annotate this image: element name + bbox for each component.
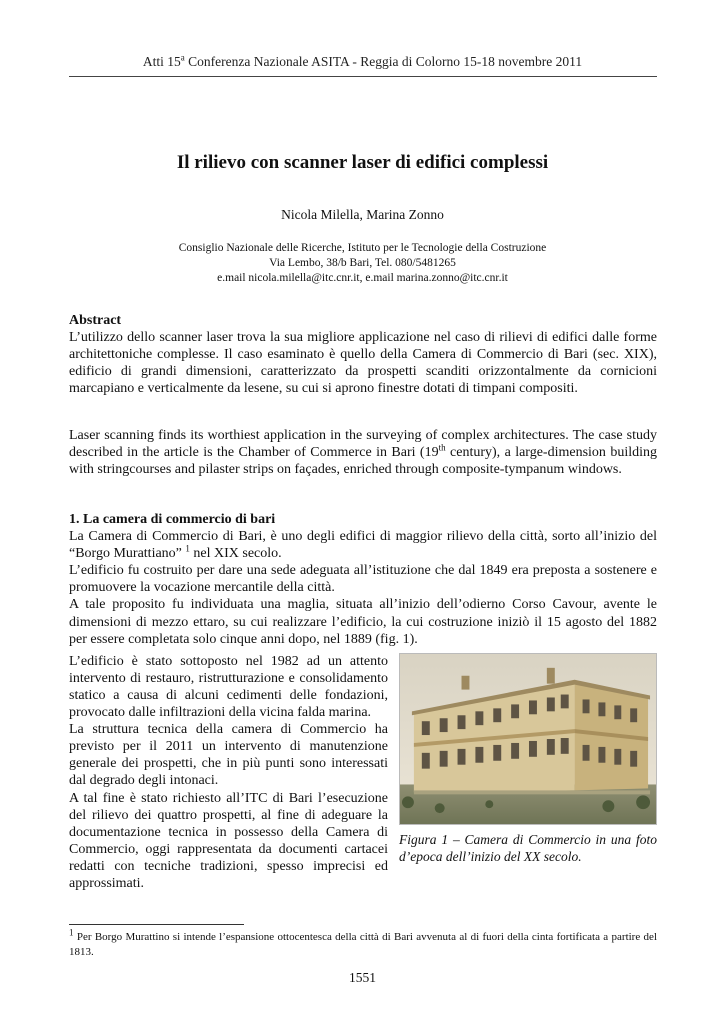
- footnote-rule: [69, 924, 244, 925]
- section-heading: 1. La camera di commercio di bari: [69, 512, 276, 527]
- header-superscript: a: [180, 52, 185, 63]
- abstract-italian-paragraph: L’utilizzo dello scanner laser trova la sua migliore applicazione nel caso di rilievi di edifici dalle forme architettoniche complesse. Il caso esaminato è quello della Camera di Commercio di Bari (sec. XIX), edificio di grandi dimensioni, caratterizzato da prospetti scanditi orizzontalmente da cornicioni marcapiano e verticalmente da lesene, su cui si aprono finestre dotati di timpani compositi.: [69, 330, 657, 397]
- section-paragraph-3: A tale proposito fu individuata una maglia, situata all’inizio dell’odierno Corso Cavour, avente le dimensioni di mezzo ettaro, su cui realizzare l’edificio, la cui costruzione iniziò il 15 agosto del 1882 per essere completata solo cinque anni dopo, nel 1889 (fig. 1).: [69, 597, 657, 647]
- building-photo: [399, 653, 657, 825]
- p1-part-b: nel XIX secolo.: [189, 546, 282, 562]
- abstract-en-part-a: Laser scanning finds its worthiest application in the surveying of complex architectures. The case study described in the article is the Chamber of Commerce in Bari (19: [69, 428, 657, 461]
- section-paragraph-2: L’edificio fu costruito per dare una sede adeguata all’istituzione che dal 1849 era preposta a sostenere e promuovere la vocazione mercantile della città.: [69, 563, 657, 596]
- section-paragraph-4: L’edificio è stato sottoposto nel 1982 ad un attento intervento di restauro, ristrutturazione e consolidamento statico a causa di alcuni cedimenti delle fondazioni, provocato dalle infiltrazioni della vicina falda marina.: [69, 653, 388, 721]
- authors: Nicola Milella, Marina Zonno: [281, 207, 444, 222]
- section-paragraph-6: A tal fine è stato richiesto all’ITC di Bari l’esecuzione del rilievo dei quattro prospetti, al fine di adeguare la documentazione tecnica in possesso della Camera di Commercio, oggi rappresentata da documenti cartacei redatti con tecniche tradizioni, spesso imprecisi ed approssimati.: [69, 790, 388, 891]
- abstract-en-superscript: th: [438, 442, 446, 453]
- figure-1: [399, 653, 657, 865]
- abstract-heading: Abstract: [69, 313, 122, 328]
- section-paragraph-1: [69, 528, 657, 562]
- footnote-ref[interactable]: 1: [185, 543, 190, 554]
- header-prefix: Atti 15: [142, 54, 181, 69]
- footnote-marker: 1: [69, 927, 74, 938]
- abstract-english-paragraph: [69, 427, 657, 478]
- affiliation-line-1: Consiglio Nazionale delle Ricerche, Istituto per le Tecnologie della Costruzione: [178, 242, 547, 254]
- footnote: [69, 927, 657, 960]
- page-number: 1551: [349, 970, 376, 985]
- abstract-it: [69, 312, 657, 397]
- header-rule: [69, 76, 657, 77]
- p1-part-a: La Camera di Commercio di Bari, è uno degli edifici di maggior rilievo della città, sorto all’inizio del “Borgo Murattiano”: [69, 529, 657, 562]
- header-rest: Conferenza Nazionale ASITA - Reggia di Colorno 15-18 novembre 2011: [184, 54, 583, 69]
- affiliation: [69, 241, 656, 286]
- abstract-en-part-b: century), a large-dimension building with stringcourses and pilaster strips on façades, enriched through composite-tympanum windows.: [69, 445, 658, 478]
- section-paragraph-5: La struttura tecnica della camera di Commercio ha previsto per il 2011 un intervento di manutenzione generale dei prospetti, che in più punti sono interessati dal degrado degli intonaci.: [69, 722, 388, 789]
- affiliation-line-3: e.mail nicola.milella@itc.cnr.it, e.mail marina.zonno@itc.cnr.it: [217, 272, 508, 284]
- figure-caption: Figura 1 – Camera di Commercio in una foto d’epoca dell’inizio del XX secolo.: [399, 831, 657, 864]
- abstract-en: [69, 427, 657, 478]
- paper-title: Il rilievo con scanner laser di edifici complessi: [176, 152, 549, 173]
- footnote-text: Per Borgo Murattino si intende l’espansione ottocentesca della città di Bari avvenuta al di fuori della cinta fortificata a partire del 1813.: [69, 931, 657, 958]
- section-1: [69, 511, 657, 892]
- running-header: [69, 54, 656, 70]
- affiliation-line-2: Via Lembo, 38/b Bari, Tel. 080/5481265: [269, 257, 456, 269]
